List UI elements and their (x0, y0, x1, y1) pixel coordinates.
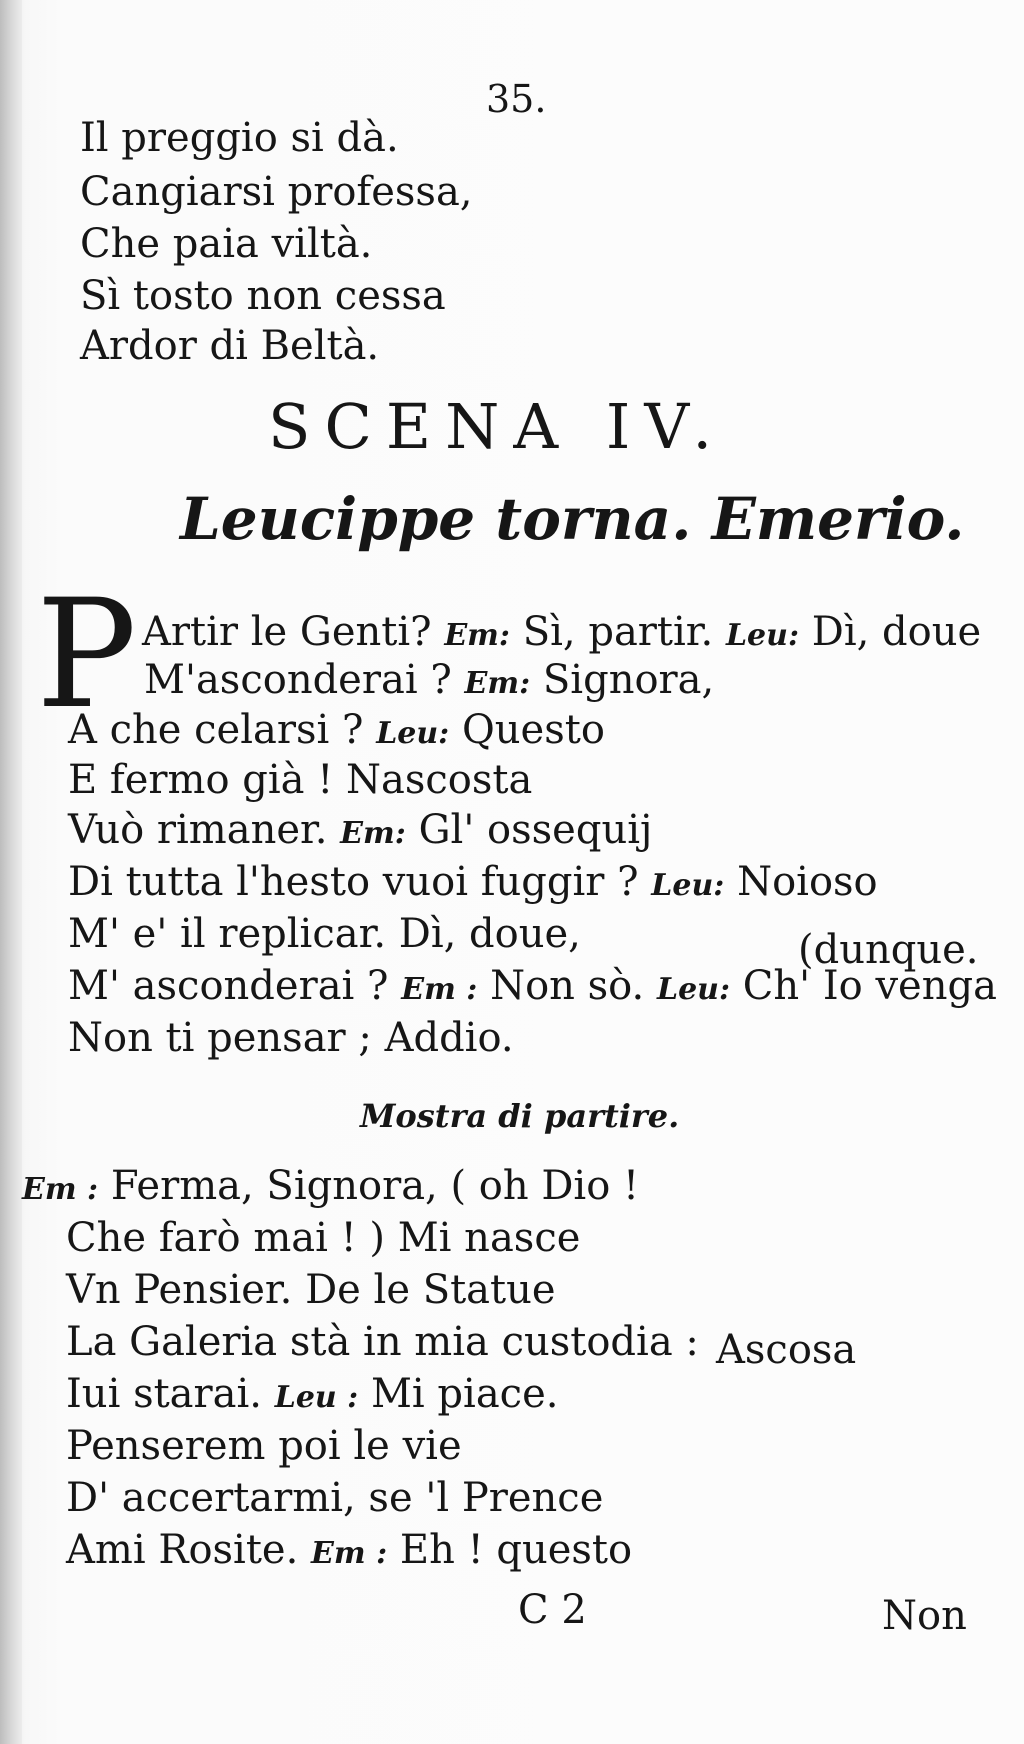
page-number: 35. (486, 77, 547, 121)
speaker-label: Leu: (656, 972, 731, 1007)
speaker-label: Em: (464, 666, 531, 701)
dialogue-line: Penserem poi le vie (66, 1423, 462, 1469)
speaker-label: Leu: (725, 618, 800, 653)
dialogue-turnover: Ascosa (716, 1327, 857, 1373)
dialogue-line: Ami Rosite. Em : Eh ! questo (66, 1527, 633, 1573)
dialogue-line: Di tutta l'hesto vuoi fuggir ? Leu: Noioso (68, 859, 878, 905)
drop-cap: P (36, 568, 137, 742)
dialogue-line: E fermo già ! Nascosta (68, 757, 533, 803)
speaker-label: Leu : (274, 1380, 359, 1415)
signature-mark: C 2 (518, 1587, 587, 1633)
dialogue-line: Iui starai. Leu : Mi piace. (66, 1371, 559, 1417)
dialogue-line: D' accertarmi, se 'l Prence (66, 1475, 604, 1521)
speaker-label: Leu: (651, 868, 725, 903)
dialogue-line: Em : Ferma, Signora, ( oh Dio ! (22, 1163, 640, 1209)
dialogue-line: Vn Pensier. De le Statue (66, 1267, 556, 1313)
song-line: Il preggio si dà. (80, 115, 399, 161)
dialogue-line: A che celarsi ? Leu: Questo (68, 707, 605, 753)
speaker-label: Em: (340, 816, 406, 851)
dialogue-line: Vuò rimaner. Em: Gl' ossequij (68, 807, 653, 853)
scene-title: SCENA IV. (268, 390, 727, 463)
speaker-label: Leu: (376, 716, 450, 751)
dialogue-line: La Galeria stà in mia custodia : (66, 1319, 699, 1365)
book-spine-shadow (0, 0, 22, 1744)
catchword: Non (882, 1593, 967, 1639)
dialogue-line: M' asconderai ? Em : Non sò. Leu: Ch' Io venga (68, 963, 997, 1009)
stage-direction: Mostra di partire. (360, 1097, 680, 1135)
speaker-label: Em : (311, 1536, 388, 1571)
speaker-label: Em: (444, 618, 510, 653)
song-line: Sì tosto non cessa (80, 273, 446, 319)
dialogue-line: Che farò mai ! ) Mi nasce (66, 1215, 581, 1261)
dialogue-turnover: (dunque. (798, 927, 979, 973)
dialogue-line: Artir le Genti? Em: Sì, partir. Leu: Dì, doue (142, 609, 982, 655)
song-line: Che paia viltà. (80, 221, 373, 267)
speaker-label: Em : (22, 1172, 99, 1207)
dialogue-line: M' e' il replicar. Dì, doue, (68, 911, 581, 957)
speaker-label: Em : (401, 972, 478, 1007)
scene-subtitle: Leucippe torna. Emerio. (180, 485, 965, 553)
song-line: Ardor di Beltà. (80, 323, 380, 369)
dialogue-line: Non ti pensar ; Addio. (68, 1015, 514, 1061)
dialogue-line: M'asconderai ? Em: Signora, (144, 657, 715, 703)
song-line: Cangiarsi professa, (80, 169, 473, 215)
